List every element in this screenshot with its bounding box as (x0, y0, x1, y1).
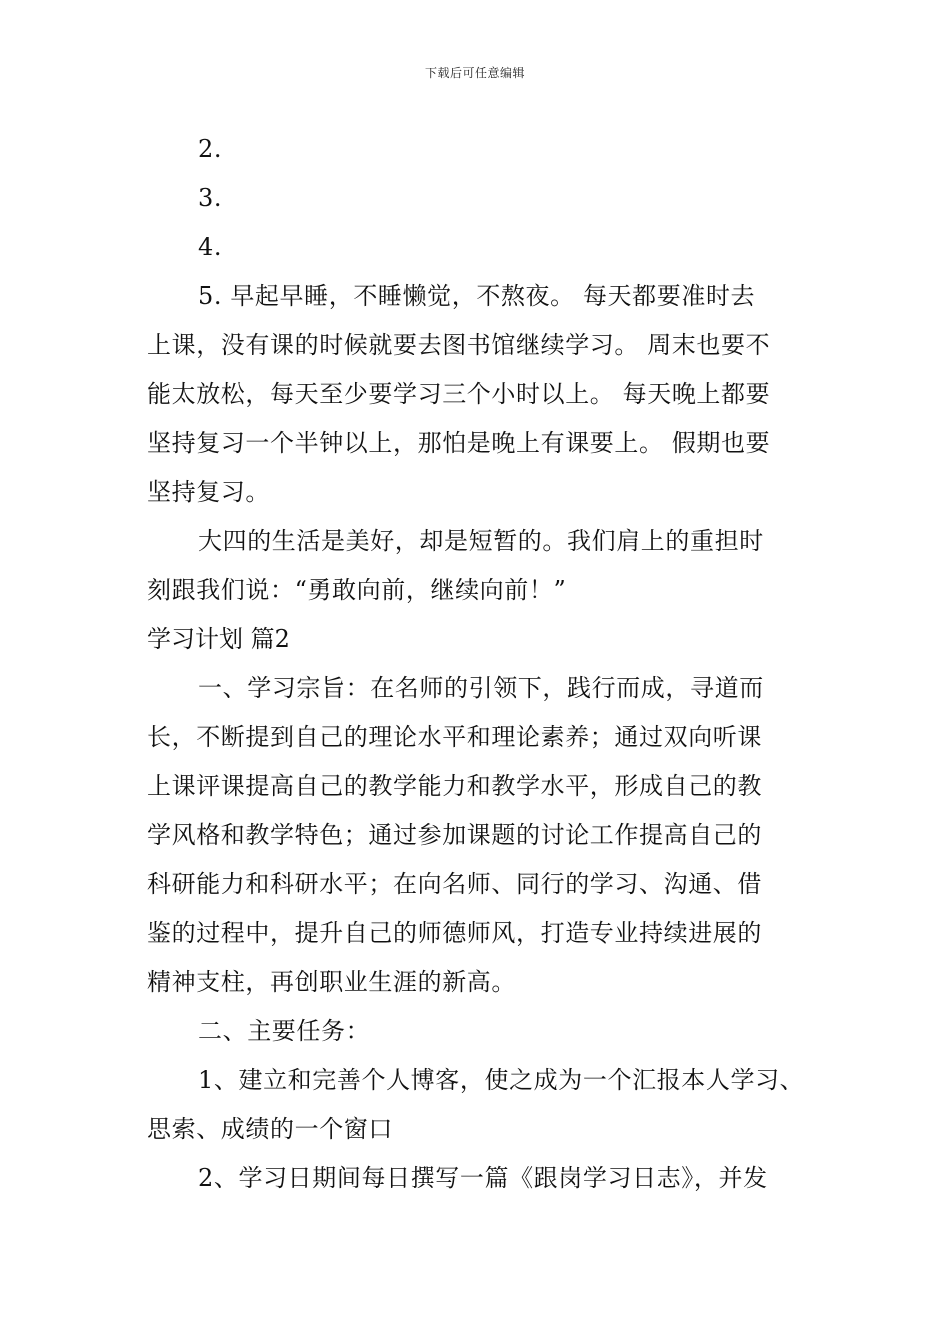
paragraph-line: 一、学习宗旨：在名师的引领下，践行而成，寻道而 (198, 674, 764, 702)
document-body (147, 125, 812, 1203)
paragraph-line: 精神支柱，再创职业生涯的新高。 (147, 968, 516, 996)
paragraph-line: 2、学习日期间每日撰写一篇《跟岗学习日志》，并发 (198, 1164, 768, 1192)
paragraph-line: 5. 早起早睡，不睡懒觉，不熬夜。 每天都要准时去 (198, 282, 756, 310)
paragraph-line: 大四的生活是美好，却是短暂的。我们肩上的重担时 (198, 527, 764, 555)
paragraph-line: 坚持复习。 (147, 478, 270, 506)
paragraph-line: 鉴的过程中，提升自己的师德师风，打造专业持续进展的 (147, 919, 762, 947)
page-header-note: 下载后可任意编辑 (424, 66, 525, 80)
paragraph-line: 能太放松，每天至少要学习三个小时以上。 每天晚上都要 (147, 380, 771, 408)
section-heading: 学习计划 篇2 (147, 625, 290, 653)
list-item-2: 2. (198, 135, 223, 163)
paragraph-line: 上课评课提高自己的教学能力和教学水平，形成自己的教 (147, 772, 762, 800)
paragraph-line: 思索、成绩的一个窗口 (147, 1115, 393, 1143)
paragraph-line: 长，不断提到自己的理论水平和理论素养；通过双向听课 (147, 723, 762, 751)
paragraph-line: 学风格和教学特色；通过参加课题的讨论工作提高自己的 (147, 821, 762, 849)
paragraph-line: 二、主要任务： (198, 1017, 371, 1045)
list-item-4: 4. (198, 233, 223, 261)
list-item-3: 3. (198, 184, 223, 212)
paragraph-line: 科研能力和科研水平；在向名师、同行的学习、沟通、借 (147, 870, 762, 898)
paragraph-line: 上课，没有课的时候就要去图书馆继续学习。 周末也要不 (147, 331, 771, 359)
paragraph-line: 刻跟我们说：“勇敢向前，继续向前！” (147, 576, 567, 604)
paragraph-line: 坚持复习一个半钟以上，那怕是晚上有课要上。 假期也要 (147, 429, 771, 457)
paragraph-line: 1、建立和完善个人博客，使之成为一个汇报本人学习、 (198, 1066, 805, 1094)
